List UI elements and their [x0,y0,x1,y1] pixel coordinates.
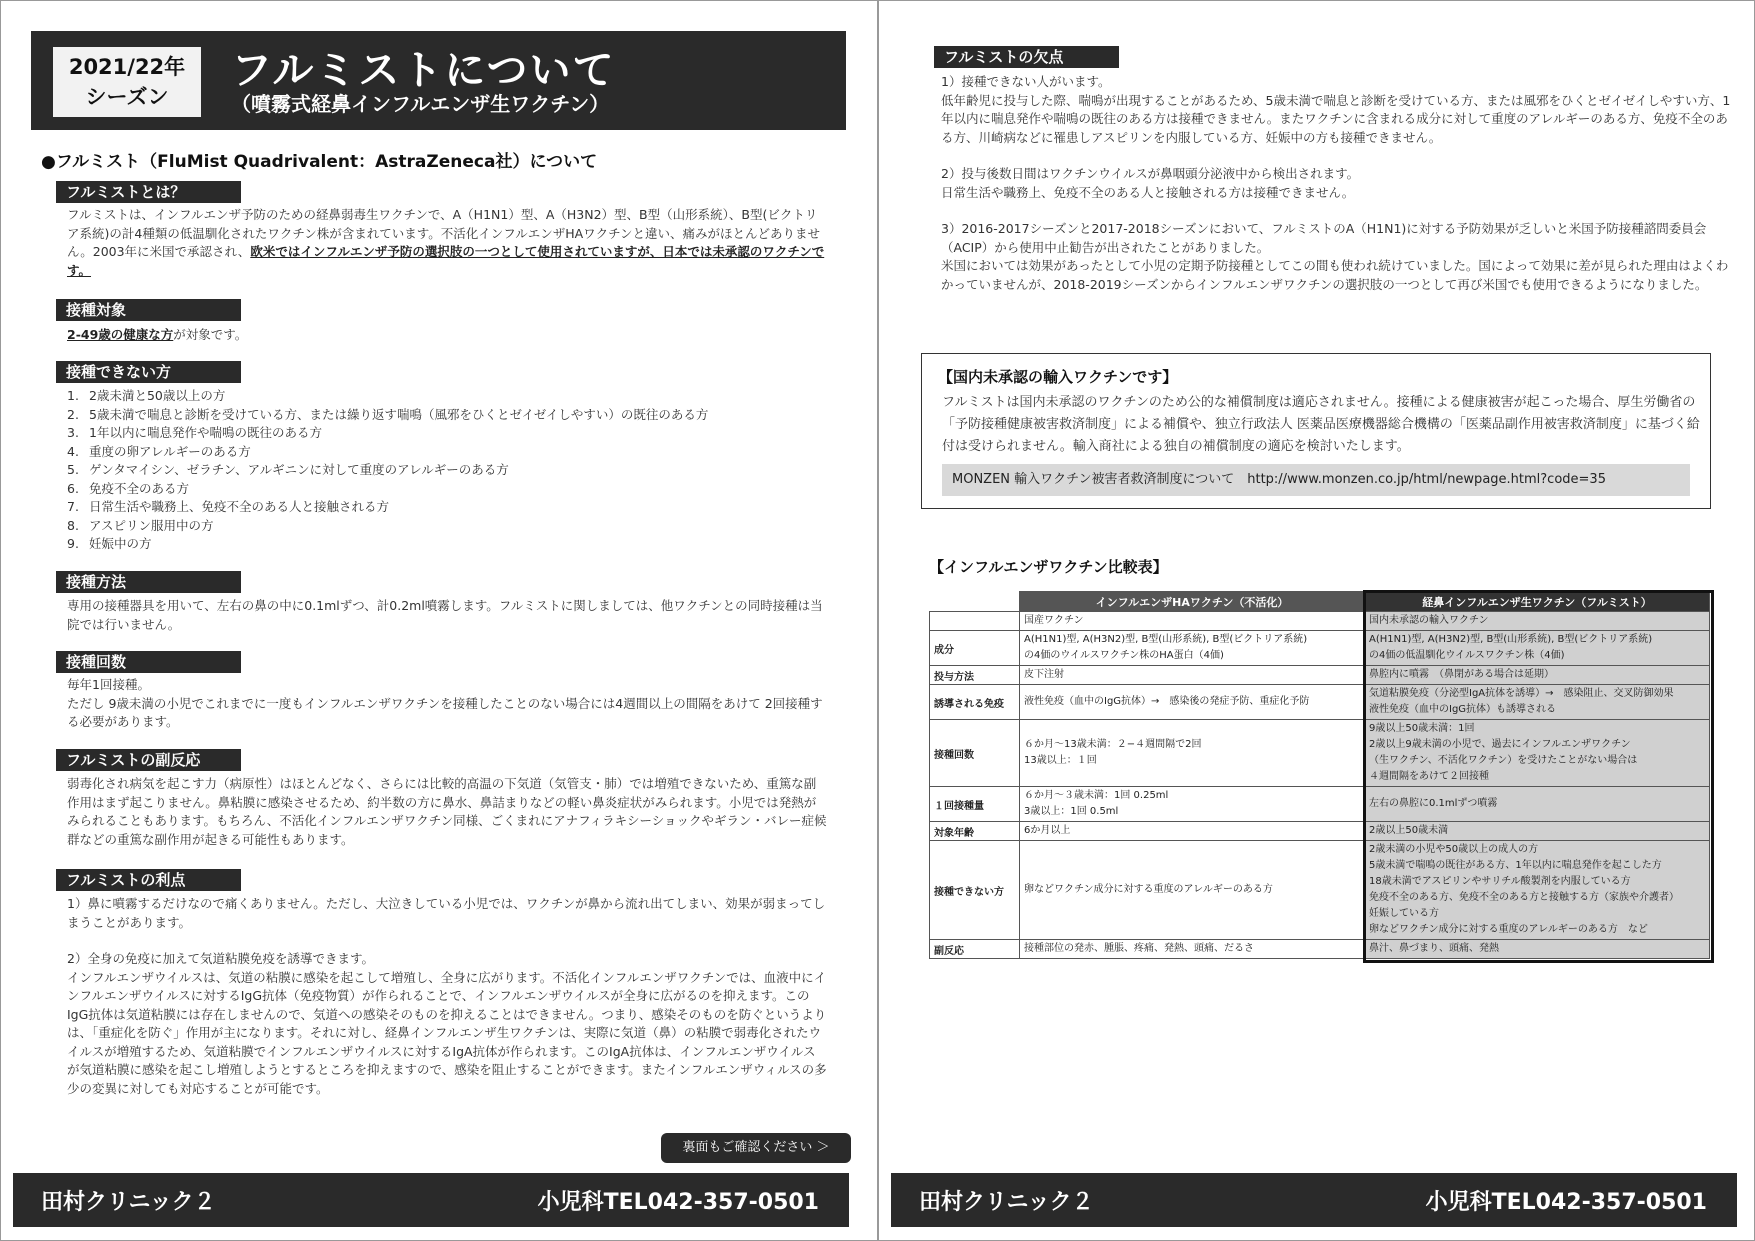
list-number: 9. [67,536,79,551]
see-back-button[interactable]: 裏面もご確認ください ＞ [661,1133,851,1163]
cell-line: 2歳未満の小児や50歳以上の成人の方 [1369,844,1539,855]
cell-line: ４週間隔をあけて２回接種 [1369,771,1489,782]
demerit-p2-body: 日常生活や職務上、免疫不全のある人と接触される方は接種できません。 [941,184,1355,200]
cannot-list-item [67,517,827,536]
section-label-count: 接種回数 [56,651,241,673]
cell-line: 液性免疫（血中のIgG抗体）も誘導される [1369,704,1557,715]
cell-flumist [1365,822,1710,841]
table-row [930,822,1710,841]
cell-line: 6か月以上 [1024,825,1071,836]
season-year: 2021/22年 [68,55,186,79]
cell-line: 左右の鼻腔に0.1mlずつ噴霧 [1369,798,1498,809]
list-text: 5歳未満で喘息と診断を受けている方、または繰り返す喘鳴（風邪をひくとゼイゼイしやすい）の既往のある方 [89,406,709,422]
demerit-p1-body: 低年齢児に投与した際、喘鳴が出現することがあるため、5歳未満で喘息と診断を受けている方、または風邪をひくとゼイゼイしやすい方、1年以内に喘息発作や喘鳴の既往のある方は接種できません。またワクチンに含まれる成分に対して重度のアレルギーのある方、免疫不全のある方、川崎病などに罹患しアスピリンを内服している方、妊娠中の方も接種できません。 [941,92,1731,145]
cannot-list-item [67,387,827,406]
cell-ha [1020,631,1365,666]
cannot-list-item [67,424,827,443]
list-text: ゲンタマイシン、ゼラチン、アルギニンに対して重度のアレルギーのある方 [89,462,509,477]
section-label-side: フルミストの副反応 [56,749,241,771]
cannot-list [67,387,827,554]
cannot-list-item [67,406,827,425]
season-label: シーズン [85,85,169,109]
list-text: 2歳未満と50歳以上の方 [89,388,226,403]
cell-flumist [1365,720,1710,787]
section-label-what: フルミストとは？ [56,181,241,203]
cell-line: 2歳以上9歳未満の小児で、過去にインフルエンザワクチン [1369,739,1631,750]
list-number: 2. [67,406,79,422]
list-number: 1. [67,388,79,403]
row-header: 成分 [930,631,1020,666]
unapproved-notice-box [921,353,1711,509]
cell-line: 接種部位の発赤、腫脹、疼痛、発熱、頭痛、だるさ [1024,943,1254,954]
target-text: が対象です。 [173,327,248,342]
cell-line: ６か月〜３歳未満：1回 0.25ml [1024,790,1169,801]
section-text-demerit [941,73,1731,294]
relief-link[interactable]: MONZEN 輸入ワクチン被害者救済制度について http://www.monzen.co.jp/html/newpage.html?code=35 [942,464,1690,496]
notice-body: フルミストは国内未承認のワクチンのため公的な補償制度は適応されません。接種による健康被害が起こった場合、厚生労働省の「予防接種健康被害救済制度」による補償や、独立行政法人 医薬品医療機器総合機構の「医薬品副作用被害救済制度」に基づく給付は受けられません。輸入商社による独自の補償制度の適応を検討いたします。 [942,395,1700,454]
section-label-target: 接種対象 [56,299,241,321]
table-row [930,940,1710,959]
cannot-list-item [67,443,827,462]
cell-line: 国内未承認の輸入ワクチン [1369,615,1489,626]
section-label-method: 接種方法 [56,571,241,593]
list-number: 7. [67,499,79,514]
cell-line: 妊娠している方 [1369,908,1439,919]
footer-phone: 小児科TEL042-357-0501 [1425,1190,1707,1215]
cell-ha [1020,685,1365,720]
footer-left [13,1173,849,1227]
table-row [930,666,1710,685]
cell-line: 18歳未満でアスピリンやサリチル酸製剤を内服している方 [1369,876,1631,887]
row-header: 接種できない方 [930,841,1020,940]
compare-table-title: 【インフルエンザワクチン比較表】 [929,558,1168,576]
demerit-p3-body: 米国においては効果があったとして小児の定期予防接種としてこの間も使われ続けていました。国によって効果に差が見られた理由はよくわかっていませんが、2018-2019シーズンからインフルエンザワクチンの選択肢の一つとして再び米国でも使用できるようになりました。 [941,258,1729,292]
cell-flumist [1365,666,1710,685]
cell-ha [1020,666,1365,685]
merit-p1: 1）鼻に噴霧するだけなので痛くありません。ただし、大泣きしている小児では、ワクチンが鼻から流れ出てしまい、効果が弱まってしまうことがあります。 [67,896,826,930]
list-number: 4. [67,443,79,459]
cell-flumist [1365,787,1710,822]
cell-flumist [1365,631,1710,666]
section-text-count [67,676,827,732]
what-emphasis: 欧米ではインフルエンザ予防の選択肢の一つとして使用されていますが、日本では未承認のワクチンです。 [67,244,825,278]
cell-line: 皮下注射 [1024,669,1064,680]
list-number: 5. [67,462,79,477]
cell-line: 国産ワクチン [1024,615,1084,626]
comparison-table [929,591,1710,959]
list-text: 日常生活や職務上、免疫不全のある人と接触される方 [89,499,390,514]
table-row [930,612,1710,631]
list-number: 3. [67,425,79,440]
cell-flumist [1365,685,1710,720]
right-page [878,0,1755,1241]
cell-line: A(H1N1)型, A(H3N2)型, B型(山形系統), B型(ビクトリア系統) [1369,634,1653,645]
cell-ha [1020,720,1365,787]
cell-line: 鼻汁、鼻づまり、頭痛、発熱 [1369,943,1499,954]
section-text-method: 専用の接種器具を用いて、左右の鼻の中に0.1mlずつ、計0.2ml噴霧します。フルミストに関しましては、他ワクチンとの同時接種は当院では行いません。 [67,598,823,632]
cell-line: の4価のウイルスワクチン株のHA蛋白（4価) [1024,650,1224,661]
list-text: 妊娠中の方 [89,536,152,551]
table-row [930,787,1710,822]
list-text: 免疫不全のある方 [89,480,190,496]
list-text: 重度の卵アレルギーのある方 [89,443,251,459]
cell-flumist [1365,940,1710,959]
section-text-target [67,326,827,345]
title-header [31,31,846,130]
footer-phone: 小児科TEL042-357-0501 [537,1190,819,1215]
cell-line: 気道粘膜免疫（分泌型IgA抗体を誘導）→ 感染阻止、交叉防御効果 [1369,688,1674,699]
row-header: 副反応 [930,940,1020,959]
cell-ha [1020,940,1365,959]
page-subtitle: （噴霧式経鼻インフルエンザ生ワクチン） [231,92,610,116]
section-text-side: 弱毒化され病気を起こす力（病原性）はほとんどなく、さらには比較的高温の下気道（気管支・肺）では増殖できないため、重篤な副作用はまず起こりません。鼻粘膜に感染させるため、約半数の方に鼻水、鼻詰まりなどの軽い鼻炎症状がみられます。小児では発熱がみられることもあります。もちろん、不活化インフルエンザワクチン同様、ごくまれにアナフィラキシーショックやギラン・バレー症候群などの重篤な副作用が起きる可能性もあります。 [67,776,827,847]
cell-ha [1020,787,1365,822]
footer-right [891,1173,1737,1227]
row-header: 投与方法 [930,666,1020,685]
cannot-list-item [67,461,827,480]
demerit-p1-head: 1）接種できない人がいます。 [941,74,1111,89]
count-line1: 毎年1回接種。 [67,677,150,692]
list-text: 1年以内に喘息発作や喘鳴の既往のある方 [89,425,322,440]
cell-line: A(H1N1)型, A(H3N2)型, B型(山形系統), B型(ビクトリア系統) [1024,634,1308,645]
count-line2: ただし 9歳未満の小児でこれまでに一度もインフルエンザワクチンを接種したことのない場合には4週間以上の間隔をあけて 2回接種する必要があります。 [67,695,823,729]
cell-line: 液性免疫（血中のIgG抗体）→ 感染後の発症予防、重症化予防 [1024,696,1310,707]
table-row [930,631,1710,666]
cell-line: 13歳以上：１回 [1024,755,1097,766]
row-header: １回接種量 [930,787,1020,822]
cell-line: 9歳以上50歳未満：1回 [1369,723,1475,734]
cell-ha [1020,841,1365,940]
merit-p2-body: インフルエンザウイルスは、気道の粘膜に感染を起こして増殖し、全身に広がります。不活化インフルエンザワクチンでは、血液中にインフルエンザウイルスに対するIgG抗体（免疫物質）が作られることで、インフルエンザウイルスが全身に広がるのを抑えます。このIgG抗体は気道粘膜には存在しませんので、気道への感染そのものを抑えることはできません。つまり、感染そのものを防ぐというよりは、「重症化を防ぐ」作用が主になります。それに対し、経鼻インフルエンザ生ワクチンは、実際に気道（鼻）の粘膜で弱毒化されたウイルスが増殖するため、気道粘膜でインフルエンザウイルスに対するIgA抗体が作られます。このIgA抗体は、インフルエンザウイルスが気道粘膜に感染を起こし増殖しようとするところを抑えますので、感染を阻止することができます。またインフルエンザウィルスの多少の変異に対しても対応することが可能です。 [67,969,827,1096]
section-label-demerit: フルミストの欠点 [934,46,1119,68]
section-label-cannot: 接種できない方 [56,361,241,383]
row-header: 対象年齢 [930,822,1020,841]
cell-flumist [1365,841,1710,940]
cell-line: 鼻腔内に噴霧 （鼻閉がある場合は延期） [1369,669,1554,680]
demerit-p2-head: 2）投与後数日間はワクチンウイルスが鼻咽頭分泌液中から検出されます。 [941,166,1360,181]
cannot-list-item [67,535,827,554]
section-text-merit [67,895,827,1098]
merit-p2-head: 2）全身の免疫に加えて気道粘膜免疫を誘導できます。 [67,951,374,966]
cell-line: （生ワクチン、不活化ワクチン）を受けたことがない場合は [1369,755,1638,766]
season-badge [53,47,201,117]
row-header [930,612,1020,631]
cell-line: 2歳以上50歳未満 [1369,825,1449,836]
table-row [930,720,1710,787]
what-text: フルミストは、インフルエンザ予防のための経鼻弱毒生ワクチンで、A（H1N1）型、A（H3N2）型、B型（山形系統）、B型(ビクトリア系統)の計4種類の低温馴化されたワクチン株が含まれています。不活化インフルエンザHAワクチンと違い、痛みがほとんどありません。2003年に米国で承認され、 [67,207,821,259]
column-header-ha: インフルエンザHAワクチン（不活化） [1020,592,1365,612]
section-label-merit: フルミストの利点 [56,869,241,891]
row-header: 接種回数 [930,720,1020,787]
cell-line: 卵などワクチン成分に対する重度のアレルギーのある方 など [1369,924,1648,935]
cannot-list-item [67,498,827,517]
target-emphasis: 2-49歳の健康な方 [67,327,174,342]
cell-line: 3歳以上：1回 0.5ml [1024,806,1119,817]
notice-title: 【国内未承認の輸入ワクチンです】 [938,368,1178,386]
cell-line: 5歳未満で喘鳴の既往がある方、1年以内に喘息発作を起こした方 [1369,860,1662,871]
list-number: 8. [67,517,79,533]
cell-ha [1020,612,1365,631]
cell-line: 卵などワクチン成分に対する重度のアレルギーのある方 [1024,884,1273,895]
cell-line: 免疫不全のある方、免疫不全のある方と接触する方（家族や介護者） [1369,892,1679,903]
table-corner [930,592,1020,612]
cannot-list-item [67,480,827,499]
page-title: フルミストについて [231,46,616,94]
footer-clinic-name: 田村クリニック２ [919,1190,1094,1215]
column-header-flumist: 経鼻インフルエンザ生ワクチン（フルミスト） [1365,592,1710,612]
cell-ha [1020,822,1365,841]
table-row [930,685,1710,720]
cell-flumist [1365,612,1710,631]
row-header: 誘導される免疫 [930,685,1020,720]
cell-line: ６か月〜13歳未満：２−４週間隔で2回 [1024,739,1202,750]
section-text-what [67,206,827,280]
list-number: 6. [67,480,79,496]
cell-line: の4価の低温馴化ウイルスワクチン株（4価) [1369,650,1565,661]
footer-clinic-name: 田村クリニック２ [41,1190,216,1215]
demerit-p3-head: 3）2016-2017シーズンと2017-2018シーズンにおいて、フルミストのA（H1N1)に対する予防効果が乏しいと米国予防接種諮問委員会（ACIP）から使用中止勧告が出されたことがありました。 [941,221,1707,255]
about-heading: ●フルミスト（FluMist Quadrivalent：AstraZeneca社）について [41,152,598,172]
list-text: アスピリン服用中の方 [89,517,214,533]
table-row [930,841,1710,940]
